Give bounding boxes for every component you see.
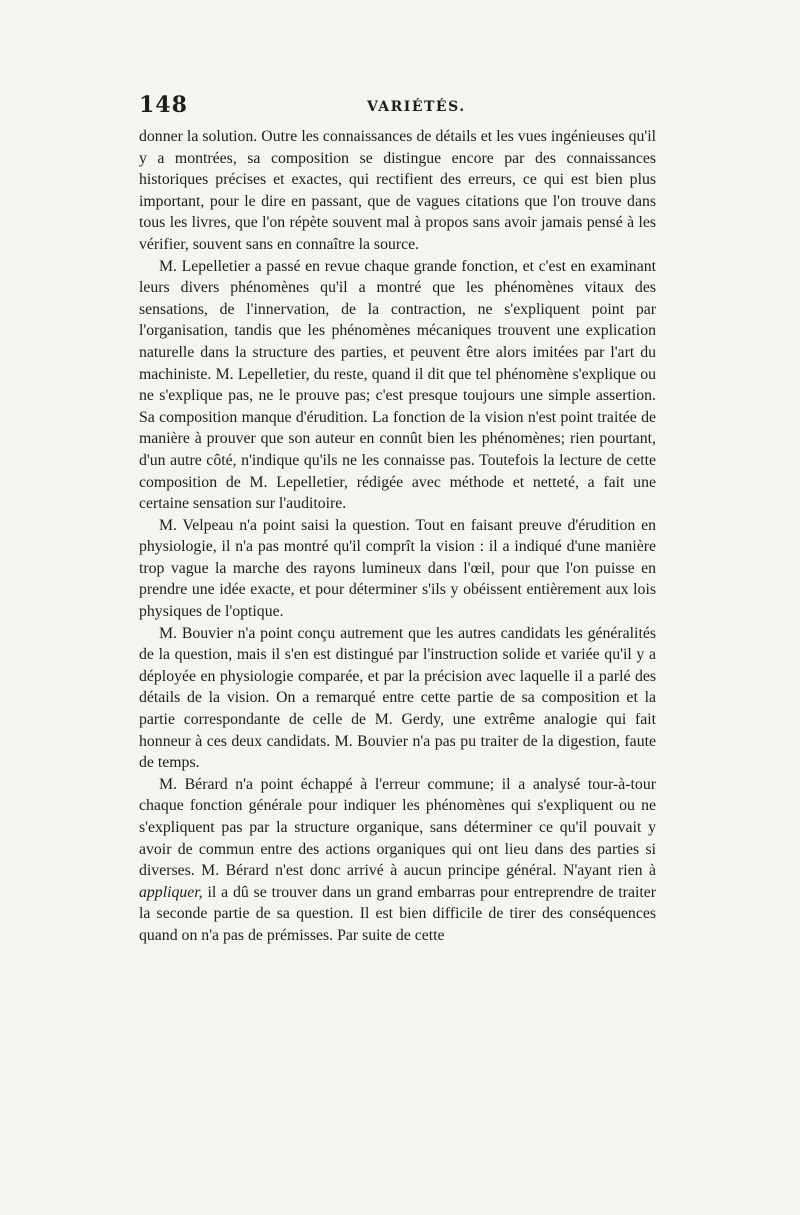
paragraph-lepelletier: M. Lepelletier a passé en revue chaque grande fonction, et c'est en examinant leurs divers phénomènes qu'il a montré que les phénomènes vitaux des sensations, de l'innervation, de la contraction, ne s'expliquent point par l'organisation, tandis que les phénomènes mécaniques trouvent une explication naturelle dans la structure des parties, et peuvent être alors imitées par l'art du machiniste. M. Lepelletier, du reste, quand il dit que tel phénomène s'explique ou ne s'explique pas, ne le prouve pas; c'est presque toujours une simple assertion. Sa composition manque d'érudition. La fonction de la vision n'est point traitée de manière à prouver que son auteur en connût bien les phénomènes; rien pourtant, d'un autre côté, n'indique qu'ils ne les connaisse pas. Toutefois la lecture de cette composition de M. Lepelletier, rédigée avec méthode et netteté, a fait une certaine sensation sur l'auditoire. [139, 257, 656, 513]
page-body [139, 126, 656, 947]
page-number: 148 [139, 92, 188, 118]
berard-text-start: M. Bérard n'a point échappé à l'erreur commune; il a analysé tour-à-tour chaque fonction générale pour indiquer les phénomènes qui s'expliquent ou ne s'expliquent pas par la structure organique, sans déterminer ce qu'il pouvait y avoir de commun entre des actions organiques qui ont lieu dans des parties si diverses. M. Bérard n'est donc arrivé à aucun principe général. N'ayant rien à [139, 775, 656, 880]
running-title: VARIÉTÉS. [367, 99, 466, 115]
italic-appliquer: appliquer, [139, 883, 203, 901]
page-header [139, 92, 664, 120]
berard-text-end: il a dû se trouver dans un grand embarras pour entreprendre de traiter la seconde partie de sa question. Il est bien difficile de tirer des conséquences quand on n'a pas de prémisses. Par suite de cette [139, 883, 657, 944]
paragraph-berard [139, 774, 656, 947]
paragraph-bouvier: M. Bouvier n'a point conçu autrement que les autres candidats les généralités de la question, mais il s'en est distingué par l'instruction solide et variée qu'il y a déployée en physiologie comparée, et par la précision avec laquelle il a parlé des détails de la vision. On a remarqué entre cette partie de sa composition et la partie correspondante de celle de M. Gerdy, une extrême analogie qui fait honneur à ces deux candidats. M. Bouvier n'a pas pu traiter de la digestion, faute de temps. [139, 624, 656, 772]
paragraph-velpeau: M. Velpeau n'a point saisi la question. Tout en faisant preuve d'érudition en physiologie, il n'a pas montré qu'il comprît la vision : il a indiqué d'une manière trop vague la marche des rayons lumineux dans l'œil, pour que l'on puisse en prendre une idée exacte, et pour déterminer s'ils y obéissent entièrement aux lois physiques de l'optique. [139, 516, 656, 621]
paragraph-continuation: donner la solution. Outre les connaissances de détails et les vues ingénieuses qu'il y a montrées, sa composition se distingue encore par des connaissances historiques précises et exactes, qui rectifient des erreurs, ce qui est bien plus important, pour le dire en passant, que de vagues citations que l'on trouve dans tous les livres, que l'on répète souvent mal à propos sans avoir jamais pensé à les vérifier, souvent sans en connaître la source. [139, 128, 656, 253]
